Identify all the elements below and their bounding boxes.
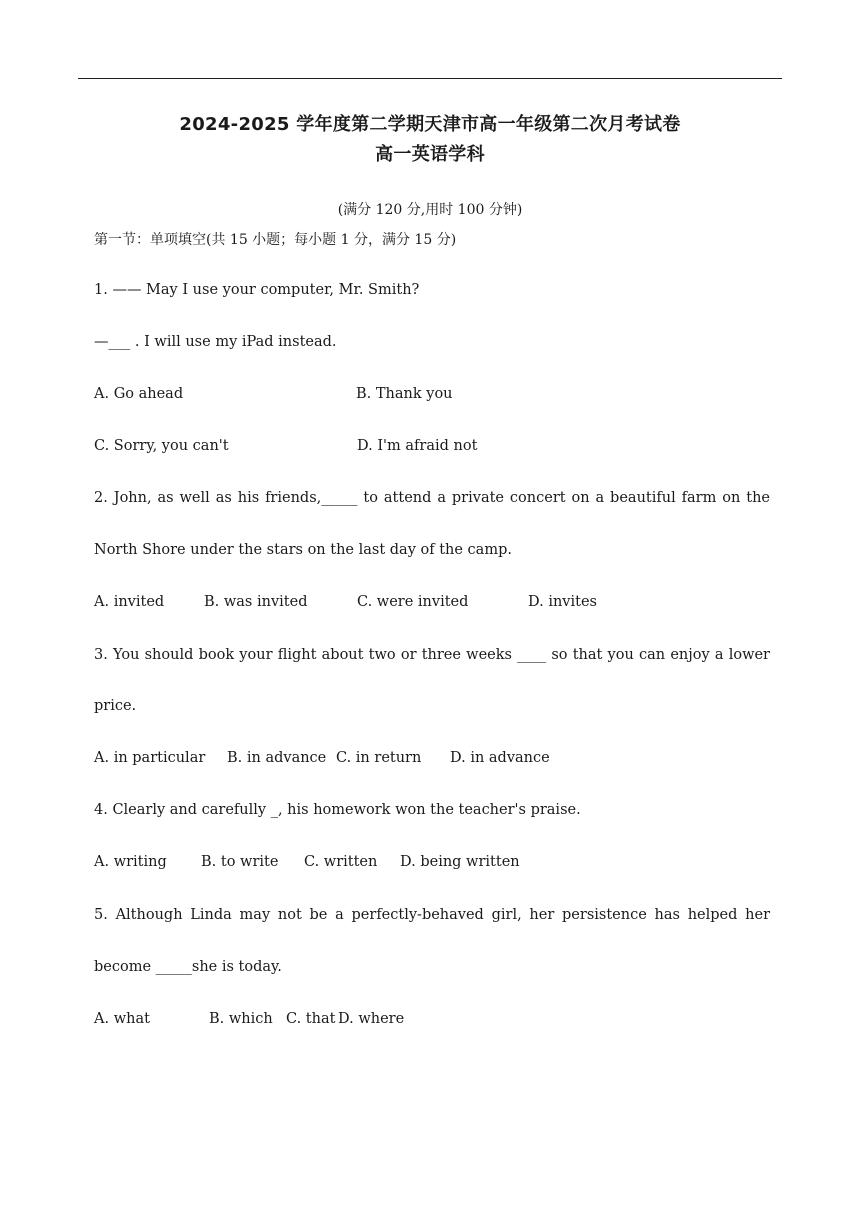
- question-5-line-2: become _____she is today.: [94, 959, 282, 975]
- question-1-line-1: 1. —— May I use your computer, Mr. Smith?: [94, 282, 420, 298]
- question-3-line-2: price.: [94, 698, 137, 714]
- question-2-line-2: North Shore under the stars on the last day of the camp.: [94, 542, 512, 558]
- question-3-option-d: D. in advance: [450, 750, 550, 766]
- question-2-option-b: B. was invited: [204, 594, 308, 610]
- question-1-option-c: C. Sorry, you can't: [94, 438, 229, 454]
- question-2-option-c: C. were invited: [357, 594, 469, 610]
- header-rule: [78, 78, 782, 79]
- question-1-option-a: A. Go ahead: [94, 386, 184, 402]
- question-5-option-d: D. where: [338, 1011, 405, 1027]
- question-1-option-d: D. I'm afraid not: [357, 438, 478, 454]
- question-3-option-c: C. in return: [336, 750, 422, 766]
- exam-title: 2024-2025 学年度第二学期天津市高一年级第二次月考试卷: [179, 114, 681, 135]
- question-1-line-2: —___ . I will use my iPad instead.: [94, 334, 337, 350]
- question-3-option-a: A. in particular: [94, 750, 206, 766]
- question-3-line-1: 3. You should book your flight about two or three weeks ____ so that you can enjoy a lower: [94, 647, 770, 663]
- question-4-option-d: D. being written: [400, 854, 520, 870]
- question-5-option-b: B. which: [209, 1011, 273, 1027]
- question-4-option-b: B. to write: [201, 854, 279, 870]
- question-5-option-a: A. what: [94, 1011, 150, 1027]
- question-5-option-c: C. that: [286, 1011, 336, 1027]
- question-1-option-b: B. Thank you: [356, 386, 453, 402]
- question-2-line-1: 2. John, as well as his friends,_____ to attend a private concert on a beautiful farm on the: [94, 490, 770, 506]
- question-4-option-c: C. written: [304, 854, 378, 870]
- question-5-line-1: 5. Although Linda may not be a perfectly-behaved girl, her persistence has helped her: [94, 907, 770, 923]
- question-4-line-1: 4. Clearly and carefully _, his homework won the teacher's praise.: [94, 802, 581, 818]
- exam-subject: 高一英语学科: [375, 144, 485, 165]
- question-2-option-d: D. invites: [528, 594, 597, 610]
- score-info: (满分 120 分,用时 100 分钟): [337, 202, 523, 218]
- section-heading: 第一节：单项填空(共 15 小题；每小题 1 分，满分 15 分): [94, 232, 457, 248]
- question-4-option-a: A. writing: [94, 854, 167, 870]
- question-2-option-a: A. invited: [94, 594, 165, 610]
- question-3-option-b: B. in advance: [227, 750, 327, 766]
